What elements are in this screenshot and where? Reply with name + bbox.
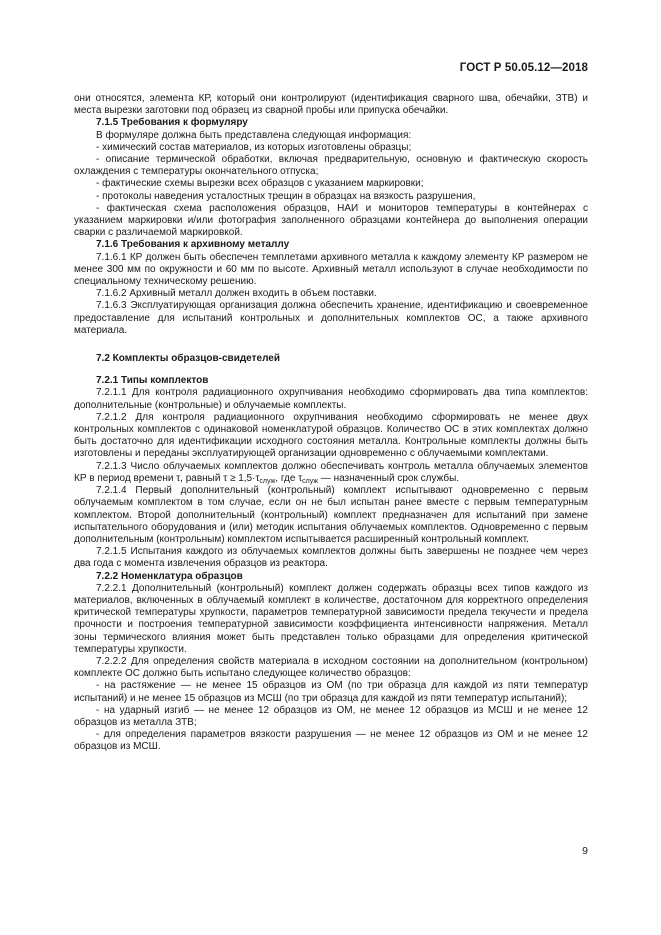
paragraph: В формуляре должна быть представлена следующая информация: xyxy=(96,129,412,141)
list-item: - на ударный изгиб — не менее 12 образцов из ОМ, не менее 12 образцов из МСШ и не менее 12 образцов из металла ЗТВ; xyxy=(74,704,588,728)
section-heading-7-1-6: 7.1.6 Требования к архивному металлу xyxy=(96,239,290,251)
text-fragment: — назначенный срок службы. xyxy=(318,472,460,484)
paragraph: 7.2.1.1 Для контроля радиационного охрупчивания необходимо сформировать два типа комплектов: дополнительные (контрольные) и облучаемые комплекты. xyxy=(74,387,588,411)
paragraph: 7.2.2.2 Для определения свойств материала в исходном состоянии на дополнительном (контрольном) комплекте ОС должно быть испытано следующее количество образцов: xyxy=(74,655,588,680)
text-fragment: , где τ xyxy=(275,472,303,484)
paragraph: 7.1.6.1 КР должен быть обеспечен темплетами архивного металла к каждому элементу КР размером не менее 300 мм по окружности и 60 мм по высоте. Архивный металл используют в случае необходимости по специальному техническому решению. xyxy=(74,251,588,288)
document-body xyxy=(74,93,588,754)
paragraph: 7.2.1.4 Первый дополнительный (контрольный) комплект испытывают одновременно с первым облучаемым комплектом в том случае, если он не был испытан ранее вместе с первым температурным комплектом. Второй дополнительный (контрольный) комплект предназначен для испытаний при замене испытательного оборудования и (или) методик испытания облучаемых комплектов. Одновременно с первым дополнительным (контрольным) комплектом испытывается расширенный контрольный комплект. xyxy=(74,485,588,545)
paragraph-formula xyxy=(74,461,588,485)
paragraph: 7.2.1.2 Для контроля радиационного охрупчивания необходимо сформировать не менее двух контрольных комплектов с одинаковой номенклатурой образцов. Количество ОС в этих комплектах должно быть достаточно для идентификации исходного состояния металла. Контрольные комплекты должны быть изготовлены и переданы эксплуатирующей организации одновременно с облучаемыми комплектами. xyxy=(74,411,588,460)
page-number: 9 xyxy=(582,845,588,857)
paragraph: 7.1.6.3 Эксплуатирующая организация должна обеспечить хранение, идентификацию и своевременное предоставление для испытаний контрольных и дополнительных комплектов ОС, а также архивного материала. xyxy=(74,300,588,336)
document-id-header: ГОСТ Р 50.05.12—2018 xyxy=(459,62,588,74)
paragraph: 7.1.6.2 Архивный металл должен входить в объем поставки. xyxy=(96,288,377,300)
section-heading-7-2: 7.2 Комплекты образцов-свидетелей xyxy=(96,353,281,365)
list-item: - протоколы наведения усталостных трещин в образцах на вязкость разрушения, xyxy=(96,190,476,202)
list-item: - химический состав материалов, из которых изготовлены образцы; xyxy=(96,141,412,153)
list-item: - для определения параметров вязкости разрушения — не менее 12 образцов из ОМ и не менее 12 образцов из МСШ. xyxy=(74,729,588,753)
section-heading-7-2-1: 7.2.1 Типы комплектов xyxy=(96,375,209,387)
list-item: - описание термической обработки, включая предварительную, основную и фактическую скорость охлаждения с температуры окончательного отпуска; xyxy=(74,154,588,178)
subscript: служ xyxy=(302,477,319,485)
list-item: - фактическая схема расположения образцов, НАИ и мониторов температуры в контейнерах с указанием маркировки и/или фотография заполненного образцами контейнера до выполнения операции сварки с различаемой маркировкой. xyxy=(74,202,588,239)
list-item: - на растяжение — не менее 15 образцов из ОМ (по три образца для каждой из пяти температур испытаний) и не менее 15 образцов из МСШ (по три образца для каждой из пяти температур испытаний); xyxy=(74,680,588,704)
section-heading-7-2-2: 7.2.2 Номенклатура образцов xyxy=(96,570,243,582)
paragraph: 7.2.1.5 Испытания каждого из облучаемых комплектов должны быть завершены не позднее чем через два года с момента извлечения образцов из реактора. xyxy=(74,546,588,570)
subscript: служ xyxy=(259,477,276,485)
list-item: - фактические схемы вырезки всех образцов с указанием маркировки; xyxy=(96,178,424,190)
section-heading-7-1-5: 7.1.5 Требования к формуляру xyxy=(96,117,248,129)
text-fragment: 7.2.1.3 Число облучаемых комплектов должно обеспечивать контроль металла облучаемых элементов КР в период времени τ, равный τ ≥ 1,5·τ xyxy=(74,460,588,484)
paragraph: 7.2.2.1 Дополнительный (контрольный) комплект должен содержать образцы всех типов каждого из материалов, включенных в облучаемый комплект в количестве, достаточном для корректного определения критической температуры хрупкости, параметров температурной зависимости предела текучести и предела прочности и построения температурной зависимости коэффициента интенсивности напряжения. Металл зоны термического влияния может быть представлен только образцами для определения критической температуры хрупкости. xyxy=(74,582,588,655)
paragraph: они относятся, элемента КР, который они контролируют (идентификация сварного шва, обечайки, ЗТВ) и места вырезки заготовки под образец из сварной пробы или припуска обечайки. xyxy=(74,93,588,117)
